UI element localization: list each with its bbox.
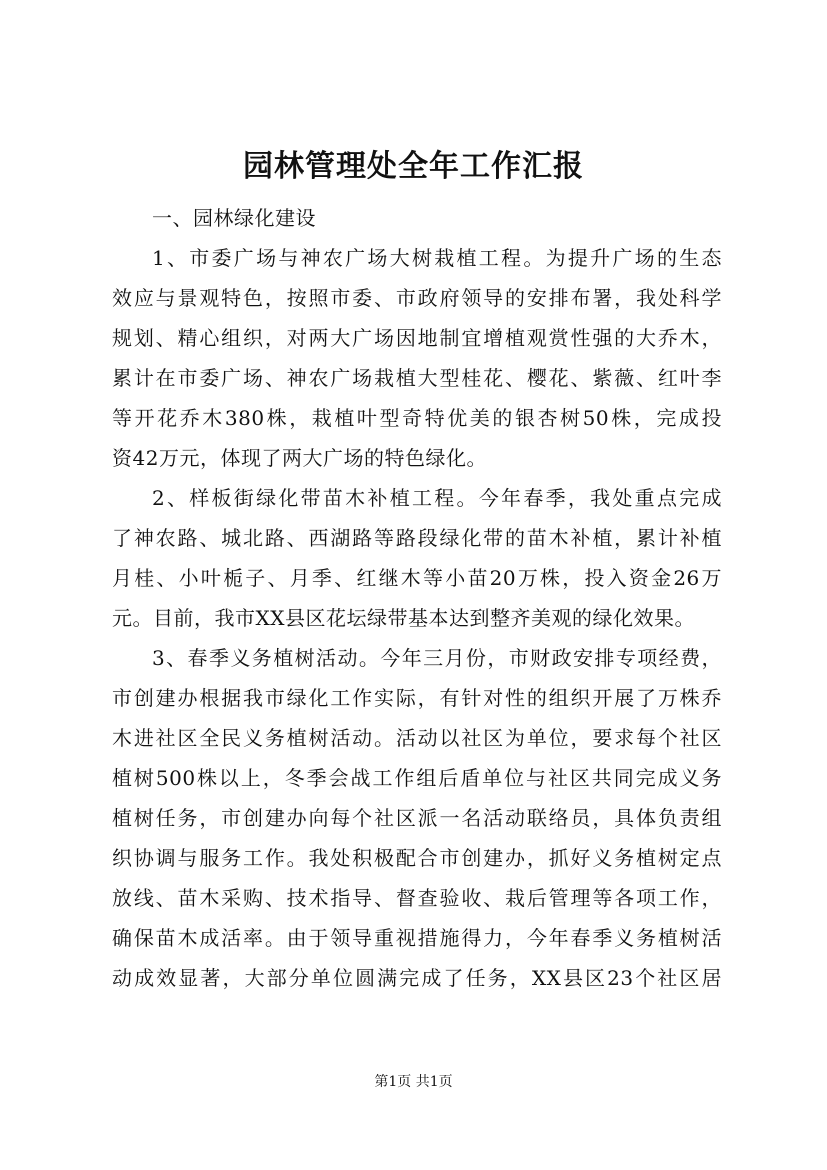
section-heading: 一、园林绿化建设 (152, 206, 316, 230)
paragraph-2-line-4: 元。目前，我市XX县区花坛绿带基本达到整齐美观的绿化效果。 (112, 606, 695, 630)
paragraph-1-line-2: 效应与景观特色，按照市委、市政府领导的安排布署，我处科学 (112, 286, 722, 310)
paragraph-2-line-2: 了神农路、城北路、西湖路等路段绿化带的苗木补植，累计补植 (112, 526, 722, 550)
paragraph-1-line-4: 累计在市委广场、神农广场栽植大型桂花、樱花、紫薇、红叶李 (112, 366, 722, 390)
paragraph-3-line-7: 放线、苗木采购、技术指导、督查验收、栽后管理等各项工作， (112, 886, 722, 910)
paragraph-3-line-6: 织协调与服务工作。我处积极配合市创建办，抓好义务植树定点 (112, 846, 722, 870)
paragraph-1-line-6: 资42万元，体现了两大广场的特色绿化。 (112, 446, 487, 470)
paragraph-2-line-3: 月桂、小叶栀子、月季、红继木等小苗20万株，投入资金26万 (112, 566, 722, 590)
paragraph-1-line-5: 等开花乔木380株，栽植叶型奇特优美的银杏树50株，完成投 (112, 406, 722, 430)
paragraph-2-line-1: 2、样板街绿化带苗木补植工程。今年春季，我处重点完成 (152, 486, 722, 510)
page-footer: 第1页 共1页 (374, 1074, 453, 1090)
document-title: 园林管理处全年工作汇报 (243, 149, 584, 184)
paragraph-3-line-1: 3、春季义务植树活动。今年三月份，市财政安排专项经费， (152, 646, 722, 670)
paragraph-3-line-2: 市创建办根据我市绿化工作实际，有针对性的组织开展了万株乔 (112, 686, 722, 710)
paragraph-3-line-4: 植树500株以上，冬季会战工作组后盾单位与社区共同完成义务 (112, 766, 722, 790)
paragraph-3-line-9: 动成效显著，大部分单位圆满完成了任务，XX县区23个社区居 (112, 966, 722, 990)
paragraph-1-line-3: 规划、精心组织，对两大广场因地制宜增植观赏性强的大乔木， (112, 326, 722, 350)
paragraph-3-line-8: 确保苗木成活率。由于领导重视措施得力，今年春季义务植树活 (112, 926, 722, 950)
paragraph-3-line-3: 木进社区全民义务植树活动。活动以社区为单位，要求每个社区 (112, 726, 722, 750)
document-body (112, 198, 722, 998)
paragraph-1-line-1: 1、市委广场与神农广场大树栽植工程。为提升广场的生态 (152, 246, 722, 270)
paragraph-3-line-5: 植树任务，市创建办向每个社区派一名活动联络员，具体负责组 (112, 806, 722, 830)
